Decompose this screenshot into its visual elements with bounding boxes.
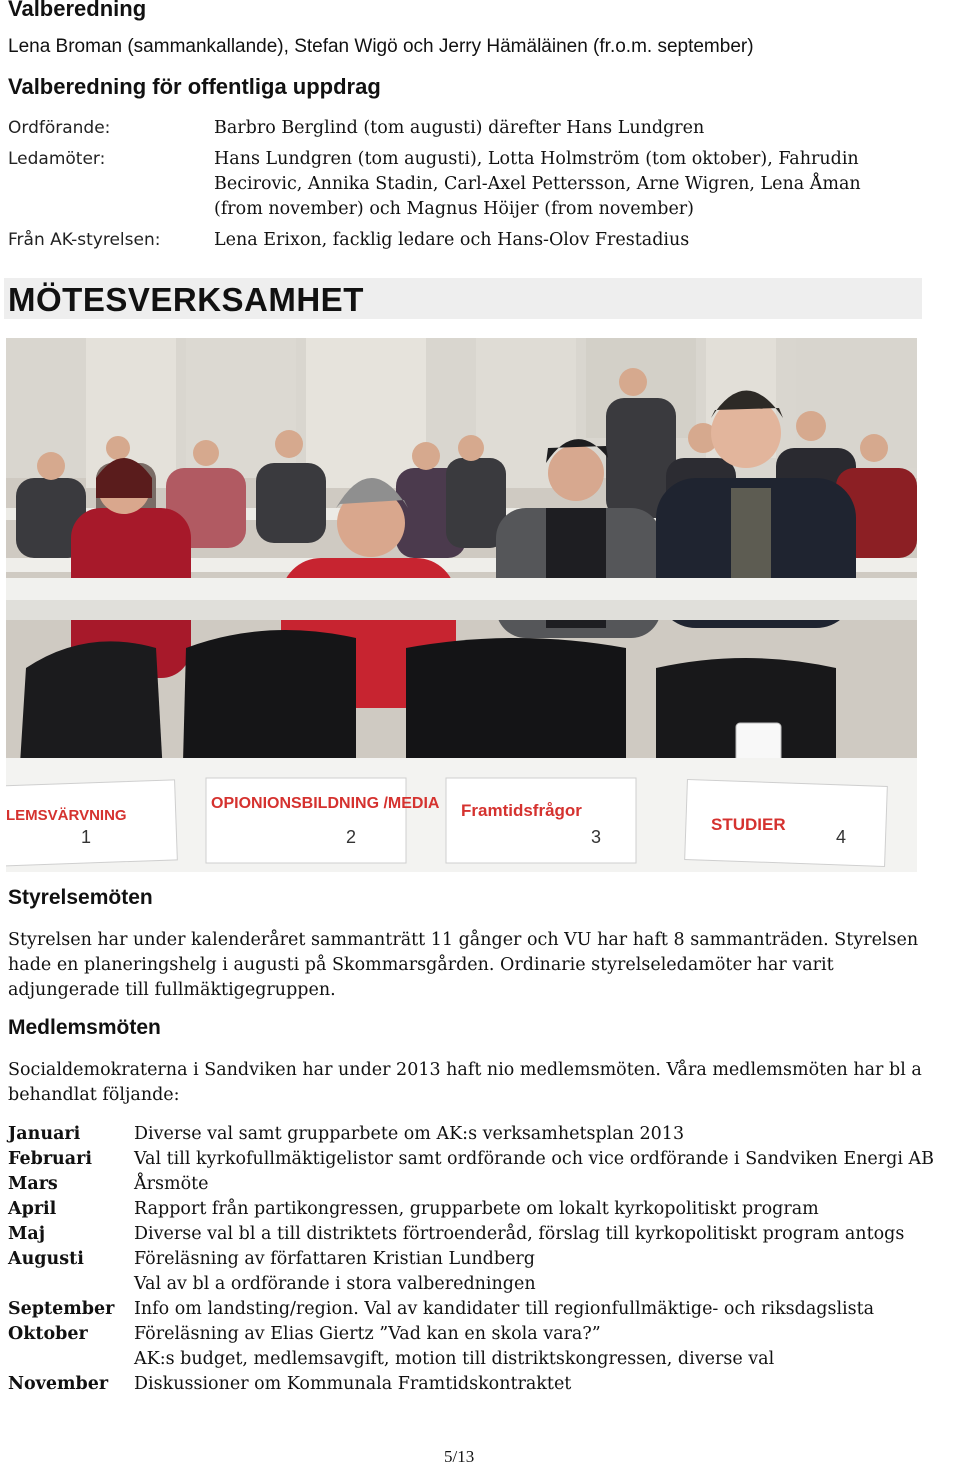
- folder-label-2: OPIONIONSBILDNING /MEDIA: [211, 795, 440, 812]
- schedule-topic: Föreläsning av författaren Kristian Lundberg: [134, 1249, 535, 1269]
- folder-label-1: LEMSVÄRVNING: [6, 807, 127, 824]
- schedule-row: [8, 1147, 960, 1172]
- folder-number-4: 4: [836, 827, 847, 847]
- schedule-month: September: [8, 1299, 115, 1319]
- heading-valberedning-offentliga: Valberedning för offentliga uppdrag: [8, 74, 381, 99]
- committee-row-label: Ordförande:: [8, 118, 111, 138]
- schedule-month: [8, 1272, 134, 1297]
- heading-medlemsmoten: Medlemsmöten: [8, 1016, 161, 1039]
- schedule-row: [8, 1322, 960, 1347]
- schedule-month: Mars: [8, 1174, 58, 1194]
- schedule-month: Augusti: [8, 1249, 84, 1269]
- folder-label-3: Framtidsfrågor: [461, 801, 582, 820]
- committee-table: [8, 116, 948, 259]
- schedule-topic: Rapport från partikongressen, grupparbete om lokalt kyrkopolitiskt program: [134, 1199, 819, 1219]
- committee-row-value: Barbro Berglind (tom augusti) därefter Hans Lundgren: [214, 118, 705, 138]
- styrelsemoten-text: Styrelsen har under kalenderåret sammanträtt 11 gånger och VU har haft 8 sammanträden. Styrelsen hade en planeringshelg i augusti på Skommarsgården. Ordinarie styrelseledamöter har varit adjungerade till fullmäktigegruppen.: [8, 930, 919, 1000]
- schedule-topic: Val av bl a ordförande i stora valberedningen: [134, 1274, 536, 1294]
- schedule-topic: Info om landsting/region. Val av kandidater till regionfullmäktige- och riksdagslista: [134, 1299, 875, 1319]
- schedule-row: [8, 1372, 960, 1397]
- committee-row-label: Ledamöter:: [8, 149, 106, 169]
- page-number: 5/13: [444, 1447, 475, 1466]
- schedule-month: Januari: [8, 1124, 81, 1144]
- committee-row-ak-styrelsen: [8, 228, 948, 253]
- schedule-row: [8, 1222, 960, 1247]
- schedule-topic: Diskussioner om Kommunala Framtidskontraktet: [134, 1374, 572, 1394]
- committee-row-ledamoter: [8, 147, 948, 222]
- committee-row-label: Från AK-styrelsen:: [8, 230, 161, 250]
- heading-valberedning: Valberedning: [8, 0, 147, 21]
- schedule-row: [8, 1122, 960, 1147]
- committee-row-value: Hans Lundgren (tom augusti), Lotta Holmström (tom oktober), Fahrudin Becirovic, Annika Stadin, Carl-Axel Pettersson, Arne Wigren, Lena Åman (from november) och Magnus Höijer (from november): [214, 149, 861, 219]
- schedule-topic: AK:s budget, medlemsavgift, motion till distriktskongressen, diverse val: [134, 1349, 775, 1369]
- folder-number-1: 1: [81, 827, 92, 847]
- schedule-month: April: [8, 1199, 57, 1219]
- folder-number-2: 2: [346, 827, 357, 847]
- meeting-photo: [6, 338, 917, 872]
- schedule-month: Februari: [8, 1149, 92, 1169]
- schedule-topic: Val till kyrkofullmäktigelistor samt ordförande och vice ordförande i Sandviken Energi AB: [134, 1149, 934, 1169]
- schedule-month: Oktober: [8, 1324, 88, 1344]
- folder-label-4: STUDIER: [711, 815, 786, 834]
- schedule-topic: Diverse val bl a till distriktets förtroenderåd, förslag till kyrkopolitiskt program antogs: [134, 1224, 905, 1244]
- committee-row-ordforande: [8, 116, 948, 141]
- schedule-row: [8, 1172, 960, 1197]
- schedule-topic: Årsmöte: [134, 1174, 209, 1194]
- schedule-row: [8, 1347, 960, 1372]
- valberedning-members: Lena Broman (sammankallande), Stefan Wigö och Jerry Hämäläinen (fr.o.m. september): [8, 36, 754, 57]
- meeting-photo-illustration: [6, 338, 917, 872]
- heading-styrelsemoten: Styrelsemöten: [8, 886, 153, 909]
- schedule-row: [8, 1272, 960, 1297]
- schedule-row: [8, 1297, 960, 1322]
- section-title-motesverksamhet: MÖTESVERKSAMHET: [8, 281, 364, 318]
- schedule-month: November: [8, 1374, 109, 1394]
- section-header-band: [4, 278, 922, 319]
- committee-row-value: Lena Erixon, facklig ledare och Hans-Olov Frestadius: [214, 230, 690, 250]
- medlemsmoten-text: Socialdemokraterna i Sandviken har under 2013 haft nio medlemsmöten. Våra medlemsmöten har bl a behandlat följande:: [8, 1060, 922, 1105]
- schedule-row: [8, 1197, 960, 1222]
- schedule-topic: Diverse val samt grupparbete om AK:s verksamhetsplan 2013: [134, 1124, 685, 1144]
- meeting-schedule: [8, 1122, 960, 1397]
- schedule-month: Maj: [8, 1224, 46, 1244]
- schedule-row: [8, 1247, 960, 1272]
- schedule-topic: Föreläsning av Elias Giertz ”Vad kan en skola vara?”: [134, 1324, 601, 1344]
- schedule-month: [8, 1347, 134, 1372]
- folder-number-3: 3: [591, 827, 602, 847]
